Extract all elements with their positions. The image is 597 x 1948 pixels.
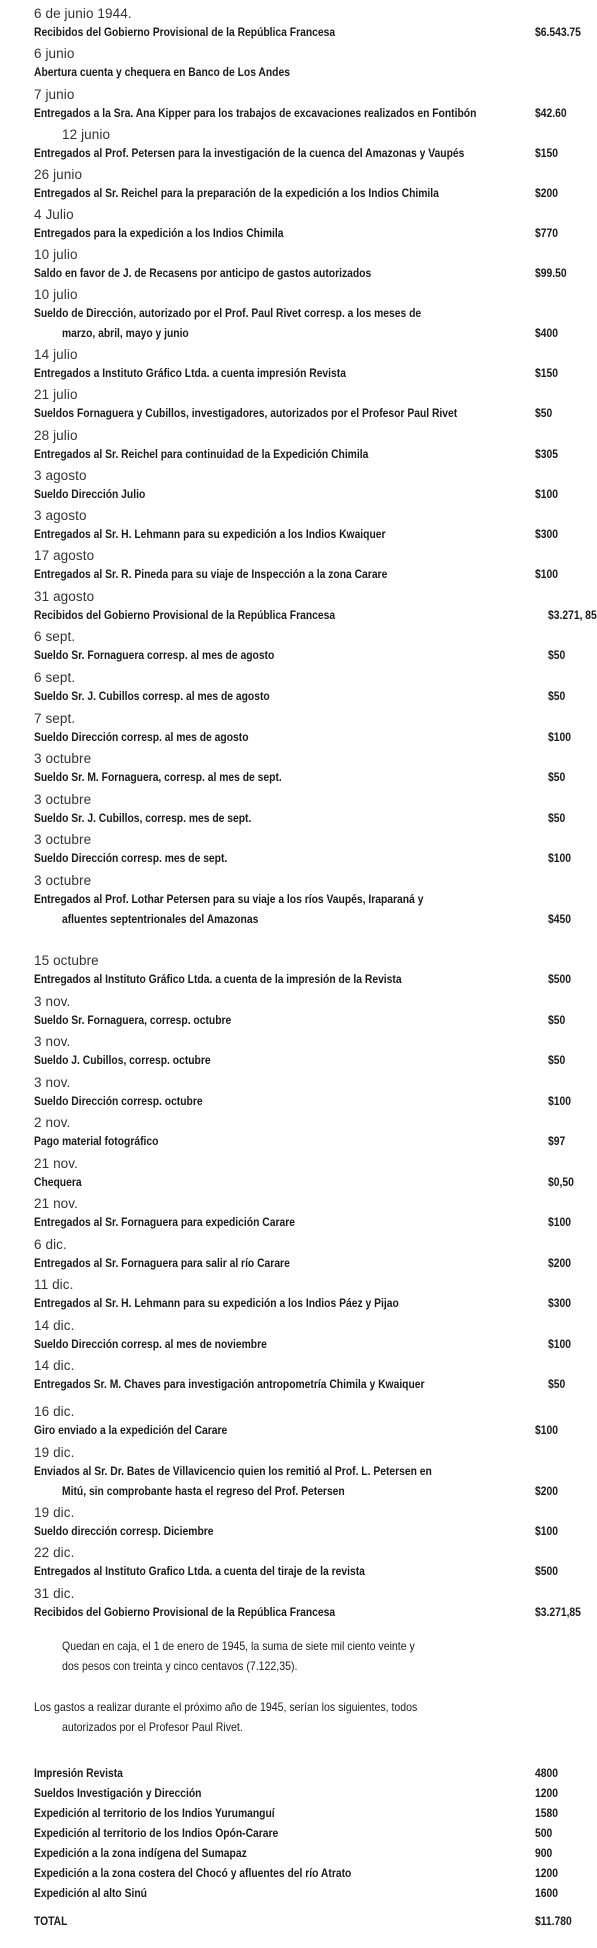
- entry-date: 31 agosto: [34, 589, 95, 604]
- entry-description: Sueldo Dirección corresp. al mes de agosto: [34, 730, 249, 744]
- entry-line: [34, 62, 580, 82]
- budget-item: Expedición al territorio de los Indios Opón-Carare: [34, 1826, 279, 1840]
- entry-date: 22 dic.: [34, 1545, 75, 1560]
- entry-description: Sueldo Sr. J. Cubillos corresp. al mes de agosto: [34, 689, 270, 703]
- entry-description: Entregados al Instituto Grafico Ltda. a cuenta del tiraje de la revista: [34, 1564, 365, 1578]
- entry-amount: $100: [548, 1215, 571, 1229]
- entry-description-continued: afluentes septentrionales del Amazonas: [62, 912, 259, 926]
- ledger-entry: [34, 247, 580, 283]
- entry-description: Pago material fotográfico: [34, 1134, 159, 1148]
- entry-line: [34, 645, 580, 665]
- entry-description-continued: marzo, abril, mayo y junio: [62, 326, 189, 340]
- entry-amount: $42.60: [535, 106, 567, 120]
- ledger-entry: [34, 751, 580, 787]
- entry-line: [34, 484, 580, 504]
- entry-description: Sueldo Sr. J. Cubillos, corresp. mes de sept.: [34, 811, 252, 825]
- ledger-entry: [34, 1196, 580, 1232]
- entry-line: [34, 223, 580, 243]
- budget-row: [34, 1783, 580, 1803]
- closing-paragraph-line-1: Quedan en caja, el 1 de enero de 1945, la suma de siete mil ciento veinte y: [62, 1639, 415, 1653]
- entry-date: 3 octubre: [34, 751, 92, 766]
- budget-amount: 1600: [535, 1886, 558, 1900]
- entry-date: 6 sept.: [34, 670, 76, 685]
- entry-date: 3 octubre: [34, 792, 92, 807]
- entry-line: [34, 686, 580, 706]
- budget-item: Expedición al territorio de los Indios Yurumanguí: [34, 1806, 275, 1820]
- budget-amount: 1580: [535, 1806, 558, 1820]
- entry-description: Entregados al Prof. Petersen para la investigación de la cuenca del Amazonas y Vaupés: [34, 146, 465, 160]
- entry-date: 28 julio: [34, 428, 78, 443]
- ledger-entry: [34, 127, 580, 163]
- entry-description: Sueldo J. Cubillos, corresp. octubre: [34, 1053, 211, 1067]
- ledger-entry: [34, 1404, 580, 1440]
- ledger-entry: [34, 1358, 580, 1394]
- budget-amount: 1200: [535, 1786, 558, 1800]
- entry-line: [34, 969, 580, 989]
- budget-item: Impresión Revista: [34, 1766, 123, 1780]
- ledger-entry: [34, 6, 580, 42]
- ledger-entry: [34, 1505, 580, 1541]
- entry-amount: $100: [548, 730, 571, 744]
- entry-date: 10 julio: [34, 247, 78, 262]
- entry-amount: $500: [548, 972, 571, 986]
- entry-date: 19 dic.: [34, 1505, 75, 1520]
- entry-description: Entregados al Sr. R. Pineda para su viaje de Inspección a la zona Carare: [34, 567, 388, 581]
- entry-line: [34, 1374, 580, 1394]
- entry-amount: $50: [535, 406, 553, 420]
- entry-date: 15 octubre: [34, 953, 99, 968]
- entry-amount: $300: [548, 1296, 571, 1310]
- entry-amount: $0,50: [548, 1175, 574, 1189]
- entry-line: [34, 1050, 580, 1070]
- entry-date: 6 sept.: [34, 629, 76, 644]
- entry-description: Entregados al Sr. Reichel para la preparación de la expedición a los Indios Chimila: [34, 186, 439, 200]
- entry-line: [34, 444, 580, 464]
- ledger-entry: [34, 1034, 580, 1070]
- ledger-entry: [34, 670, 580, 706]
- entry-date: 19 dic.: [34, 1445, 75, 1460]
- entry-date: 14 dic.: [34, 1358, 75, 1373]
- entry-amount: $100: [548, 851, 571, 865]
- entry-date: 12 junio: [62, 127, 111, 142]
- entry-date: 26 junio: [34, 167, 83, 182]
- ledger-entry: [34, 629, 580, 665]
- ledger-entry: [34, 428, 580, 464]
- budget-row: [34, 1843, 580, 1863]
- entry-description: Recibidos del Gobierno Provisional de la República Francesa: [34, 25, 336, 39]
- entry-amount: $99.50: [535, 266, 567, 280]
- entry-amount: $400: [535, 326, 558, 340]
- entry-description: Entregados al Sr. H. Lehmann para su expedición a los Indios Páez y Pijao: [34, 1296, 399, 1310]
- entry-date: 7 sept.: [34, 711, 76, 726]
- entry-description: Entregados a la Sra. Ana Kipper para los trabajos de excavaciones realizados en Fontibón: [34, 106, 477, 120]
- entry-amount: $300: [535, 527, 558, 541]
- entry-description: Sueldo Dirección Julio: [34, 487, 146, 501]
- entry-line: [34, 808, 580, 828]
- entry-amount: $150: [535, 146, 558, 160]
- entry-description: Giro enviado a la expedición del Carare: [34, 1423, 228, 1437]
- budget-amount: 900: [535, 1846, 553, 1860]
- entry-amount: $50: [548, 689, 566, 703]
- entry-description: Entregados al Instituto Gráfico Ltda. a cuenta de la impresión de la Revista: [34, 972, 402, 986]
- ledger-entry: [34, 994, 580, 1030]
- entry-date: 14 dic.: [34, 1318, 75, 1333]
- entry-line: [34, 1091, 580, 1111]
- entry-date: 17 agosto: [34, 548, 95, 563]
- entry-amount: $50: [548, 770, 566, 784]
- entry-description: Recibidos del Gobierno Provisional de la República Francesa: [34, 1605, 336, 1619]
- entry-line: [34, 1461, 580, 1498]
- entry-description: Entregados al Sr. H. Lehmann para su expedición a los Indios Kwaiquer: [34, 527, 386, 541]
- entry-date: 11 dic.: [34, 1277, 74, 1292]
- entry-line: [34, 303, 580, 340]
- ledger-entry: [34, 1318, 580, 1354]
- entry-date: 4 Julio: [34, 207, 74, 222]
- ledger-entry: [34, 711, 580, 747]
- entry-amount: $50: [548, 1053, 566, 1067]
- entry-line: [34, 1253, 580, 1273]
- entry-date: 10 julio: [34, 287, 78, 302]
- entry-line: [34, 403, 580, 423]
- budget-row: [34, 1863, 580, 1883]
- entry-amount: $100: [535, 1423, 558, 1437]
- entry-amount: $100: [535, 1524, 558, 1538]
- ledger-entry: [34, 953, 580, 989]
- entry-line: [34, 1521, 580, 1541]
- entry-description: Sueldo Dirección corresp. mes de sept.: [34, 851, 228, 865]
- entry-description: Entregados Sr. M. Chaves para investigación antropometría Chimila y Kwaiquer: [34, 1377, 425, 1391]
- entry-line: [34, 564, 580, 584]
- budget-row: [34, 1803, 580, 1823]
- entry-line: [34, 848, 580, 868]
- entry-amount: $50: [548, 811, 566, 825]
- entry-amount: $3.271, 85: [548, 608, 597, 622]
- ledger-entry: [34, 207, 580, 243]
- budget-amount: 1200: [535, 1866, 558, 1880]
- entry-date: 3 octubre: [34, 832, 92, 847]
- ledger-entry: [34, 87, 580, 123]
- entry-line: [34, 363, 580, 383]
- entry-amount: $450: [548, 912, 571, 926]
- entry-line: [34, 767, 580, 787]
- entry-line: [34, 103, 580, 123]
- ledger-entry: [34, 46, 580, 82]
- ledger-entry: [34, 832, 580, 868]
- budget-item: Expedición a la zona costera del Chocó y afluentes del río Atrato: [34, 1866, 352, 1880]
- ledger-entry: [34, 1237, 580, 1273]
- entry-amount: $500: [535, 1564, 558, 1578]
- entry-amount: $50: [548, 1013, 566, 1027]
- entry-description: Sueldos Fornaguera y Cubillos, investigadores, autorizados por el Profesor Paul Rivet: [34, 406, 458, 420]
- ledger-entry: [34, 387, 580, 423]
- budget-intro-line-1: Los gastos a realizar durante el próximo año de 1945, serían los siguientes, todos: [34, 1700, 418, 1714]
- entry-description: Sueldo de Dirección, autorizado por el Prof. Paul Rivet corresp. a los meses de: [34, 306, 422, 320]
- ledger-entry: [34, 347, 580, 383]
- budget-intro-line-2: autorizados por el Profesor Paul Rivet.: [62, 1720, 243, 1734]
- entry-line: [34, 889, 580, 926]
- entry-amount: $200: [535, 1484, 558, 1498]
- entry-line: [34, 1293, 580, 1313]
- entry-description: Sueldo Dirección corresp. octubre: [34, 1094, 203, 1108]
- budget-amount: 500: [535, 1826, 553, 1840]
- entry-date: 6 de junio 1944.: [34, 6, 132, 21]
- entry-date: 3 agosto: [34, 508, 87, 523]
- ledger-entry: [34, 167, 580, 203]
- ledger-entry: [34, 589, 597, 625]
- ledger-entry: [34, 548, 580, 584]
- ledger-entry: [34, 1586, 580, 1622]
- budget-row: [34, 1883, 580, 1903]
- ledger-entry: [34, 1075, 580, 1111]
- entry-description: Sueldo Sr. M. Fornaguera, corresp. al mes de sept.: [34, 770, 282, 784]
- entry-amount: $100: [535, 487, 558, 501]
- ledger-entry: [34, 508, 580, 544]
- entry-line: [34, 1010, 580, 1030]
- entry-description: Entregados para la expedición a los Indios Chimila: [34, 226, 284, 240]
- entry-amount: $6.543.75: [535, 25, 581, 39]
- entry-amount: $50: [548, 648, 566, 662]
- entry-line: [34, 727, 580, 747]
- entry-description: Entregados al Prof. Lothar Petersen para su viaje a los ríos Vaupés, Iraparaná y: [34, 892, 424, 906]
- entry-description: Recibidos del Gobierno Provisional de la República Francesa: [34, 608, 336, 622]
- entry-date: 3 octubre: [34, 873, 92, 888]
- entry-description: Sueldo dirección corresp. Diciembre: [34, 1524, 214, 1538]
- ledger-entry: [34, 468, 580, 504]
- budget-row: [34, 1823, 580, 1843]
- entry-amount: $50: [548, 1377, 566, 1391]
- entry-date: 31 dic.: [34, 1586, 75, 1601]
- entry-line: [34, 1420, 580, 1440]
- entry-date: 21 nov.: [34, 1156, 78, 1171]
- entry-date: 3 nov.: [34, 994, 71, 1009]
- total-row: [34, 1911, 580, 1931]
- entry-description: Entregados al Sr. Fornaguera para salir al río Carare: [34, 1256, 290, 1270]
- entry-date: 3 nov.: [34, 1075, 71, 1090]
- entry-date: 21 nov.: [34, 1196, 78, 1211]
- ledger-entry: [34, 1115, 580, 1151]
- entry-amount: $305: [535, 447, 558, 461]
- entry-description-continued: Mitú, sin comprobante hasta el regreso del Prof. Petersen: [62, 1484, 345, 1498]
- entry-amount: $100: [535, 567, 558, 581]
- entry-description: Chequera: [34, 1175, 82, 1189]
- entry-description: Sueldo Sr. Fornaguera corresp. al mes de agosto: [34, 648, 275, 662]
- entry-amount: $200: [535, 186, 558, 200]
- entry-date: 3 agosto: [34, 468, 87, 483]
- entry-line: [34, 1334, 580, 1354]
- budget-amount: 4800: [535, 1766, 558, 1780]
- entry-amount: $3.271,85: [535, 1605, 581, 1619]
- entry-description: Entregados al Sr. Reichel para continuidad de la Expedición Chimila: [34, 447, 369, 461]
- ledger-entry: [34, 1545, 580, 1581]
- total-amount: $11.780: [535, 1914, 572, 1928]
- entry-amount: $200: [548, 1256, 571, 1270]
- entry-line: [34, 1172, 580, 1192]
- entry-date: 21 julio: [34, 387, 78, 402]
- entry-line: [34, 143, 580, 163]
- entry-description: Abertura cuenta y chequera en Banco de Los Andes: [34, 65, 290, 79]
- closing-paragraph-line-2: dos pesos con treinta y cinco centavos (7.122,35).: [62, 1659, 298, 1673]
- entry-date: 16 dic.: [34, 1404, 75, 1419]
- ledger-entry: [34, 1277, 580, 1313]
- entry-date: 3 nov.: [34, 1034, 71, 1049]
- entry-date: 14 julio: [34, 347, 78, 362]
- ledger-entry: [34, 1156, 580, 1192]
- entry-line: [34, 524, 580, 544]
- entry-line: [34, 605, 597, 625]
- entry-description: Entregados a Instituto Gráfico Ltda. a cuenta impresión Revista: [34, 366, 346, 380]
- ledger-entry: [34, 792, 580, 828]
- entry-line: [34, 1212, 580, 1232]
- entry-line: [34, 263, 580, 283]
- entry-description: Saldo en favor de J. de Recasens por anticipo de gastos autorizados: [34, 266, 372, 280]
- budget-item: Sueldos Investigación y Dirección: [34, 1786, 202, 1800]
- entry-description: Sueldo Sr. Fornaguera, corresp. octubre: [34, 1013, 232, 1027]
- ledger-entry: [34, 1445, 580, 1498]
- entry-line: [34, 1561, 580, 1581]
- entry-date: 7 junio: [34, 87, 75, 102]
- entry-line: [34, 1131, 580, 1151]
- entry-amount: $100: [548, 1337, 571, 1351]
- entry-description: Entregados al Sr. Fornaguera para expedición Carare: [34, 1215, 295, 1229]
- entry-amount: $100: [548, 1094, 571, 1108]
- entry-date: 2 nov.: [34, 1115, 71, 1130]
- ledger-entry: [34, 287, 580, 340]
- entry-amount: $770: [535, 226, 558, 240]
- entry-line: [34, 1602, 580, 1622]
- budget-item: Expedición a la zona indígena del Sumapaz: [34, 1846, 247, 1860]
- entry-line: [34, 22, 580, 42]
- entry-amount: $97: [548, 1134, 566, 1148]
- ledger-entry: [34, 873, 580, 926]
- total-label: TOTAL: [34, 1914, 68, 1928]
- entry-line: [34, 183, 580, 203]
- entry-description: Enviados al Sr. Dr. Bates de Villavicencio quien los remitió al Prof. L. Petersen en: [34, 1464, 432, 1478]
- budget-item: Expedición al alto Sinú: [34, 1886, 147, 1900]
- entry-date: 6 dic.: [34, 1237, 67, 1252]
- entry-date: 6 junio: [34, 46, 75, 61]
- budget-row: [34, 1763, 580, 1783]
- entry-description: Sueldo Dirección corresp. al mes de noviembre: [34, 1337, 267, 1351]
- entry-amount: $150: [535, 366, 558, 380]
